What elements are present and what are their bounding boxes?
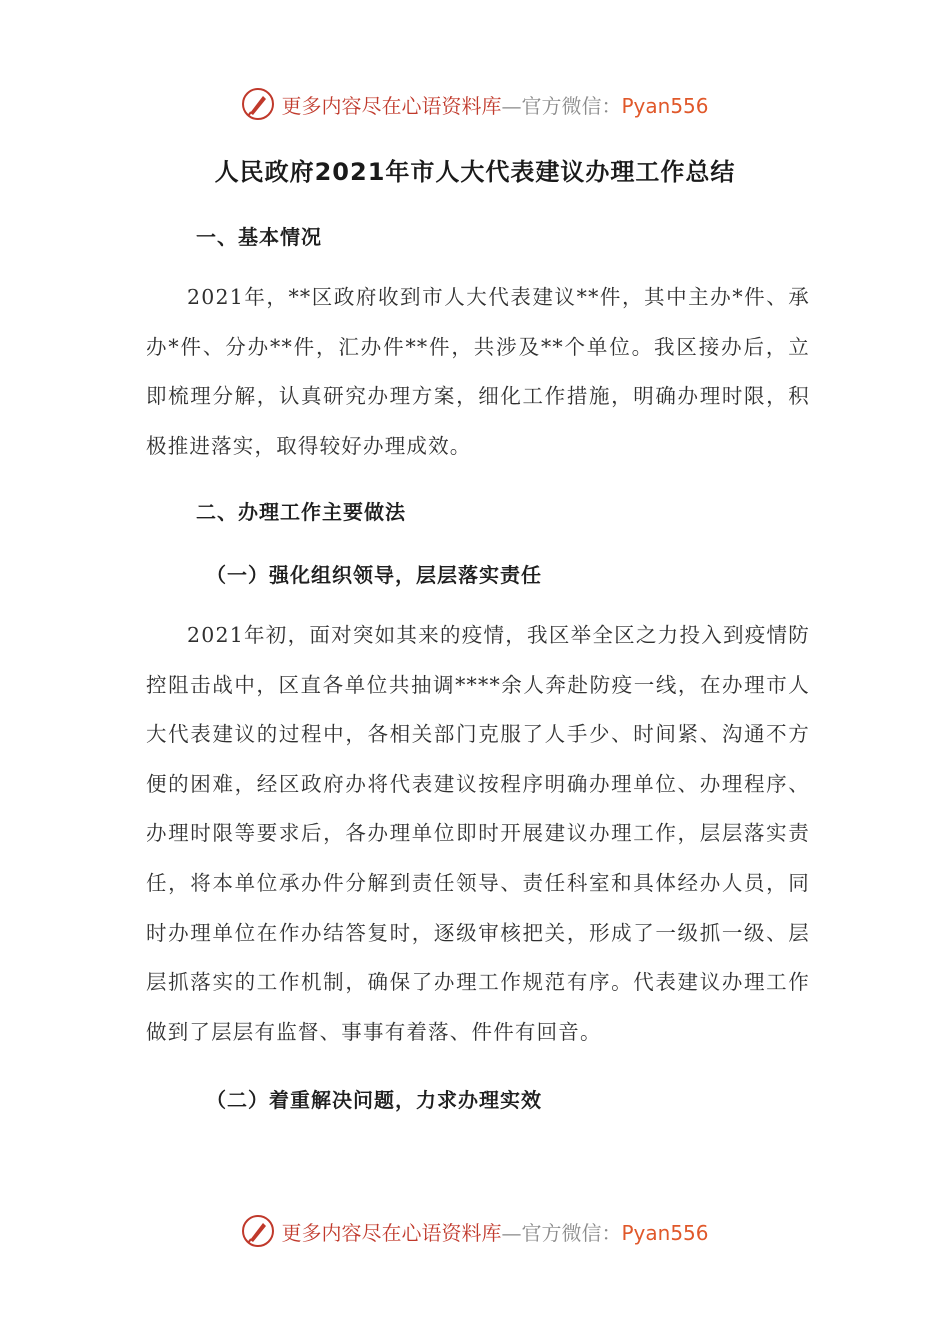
- watermark-text: [281, 1217, 708, 1246]
- quill-pen-circle-icon: [241, 1214, 275, 1248]
- subsection-heading-problem-solving: （二）着重解决问题，力求办理实效: [206, 1088, 542, 1112]
- watermark-label: 官方微信：: [521, 1220, 622, 1245]
- watermark-text: [281, 90, 708, 119]
- watermark-banner-bottom: [0, 1211, 950, 1251]
- section-heading-practices: 二、办理工作主要做法: [196, 500, 406, 524]
- watermark-wechat-id: Pyan556: [621, 1220, 709, 1245]
- subsection-paragraph-leadership: 2021年初，面对突如其来的疫情，我区举全区之力投入到疫情防控阻击战中，区直各单位共抽调****余人奔赴防疫一线，在办理市人大代表建议的过程中，各相关部门克服了人手少、时间紧、沟通不方便的困难，经区政府办将代表建议按程序明确办理单位、办理程序、办理时限等要求后，各办理单位即时开展建议办理工作，层层落实责任，将本单位承办件分解到责任领导、责任科室和具体经办人员，同时办理单位在作办结答复时，逐级审核把关，形成了一级抓一级、层层抓落实的工作机制，确保了办理工作规范有序。代表建议办理工作做到了层层有监督、事事有着落、件件有回音。: [146, 623, 810, 1044]
- watermark-wechat-id: Pyan556: [621, 93, 709, 118]
- document-title: 人民政府2021年市人大代表建议办理工作总结: [214, 158, 736, 186]
- quill-pen-circle-icon: [241, 87, 275, 121]
- watermark-separator: —: [501, 1220, 522, 1245]
- watermark-brand: 更多内容尽在心语资料库: [281, 1220, 502, 1245]
- section-paragraph-basic: 2021年，**区政府收到市人大代表建议**件，其中主办*件、承办*件、分办**件，汇办件**件，共涉及**个单位。我区接办后，立即梳理分解，认真研究办理方案，细化工作措施，明确办理时限，积极推进落实，取得较好办理成效。: [146, 285, 810, 458]
- section-heading-basic: 一、基本情况: [196, 225, 322, 249]
- watermark-banner-top: [0, 84, 950, 124]
- watermark-label: 官方微信：: [521, 93, 622, 118]
- watermark-separator: —: [501, 93, 522, 118]
- watermark-brand: 更多内容尽在心语资料库: [281, 93, 502, 118]
- subsection-heading-leadership: （一）强化组织领导，层层落实责任: [206, 563, 542, 587]
